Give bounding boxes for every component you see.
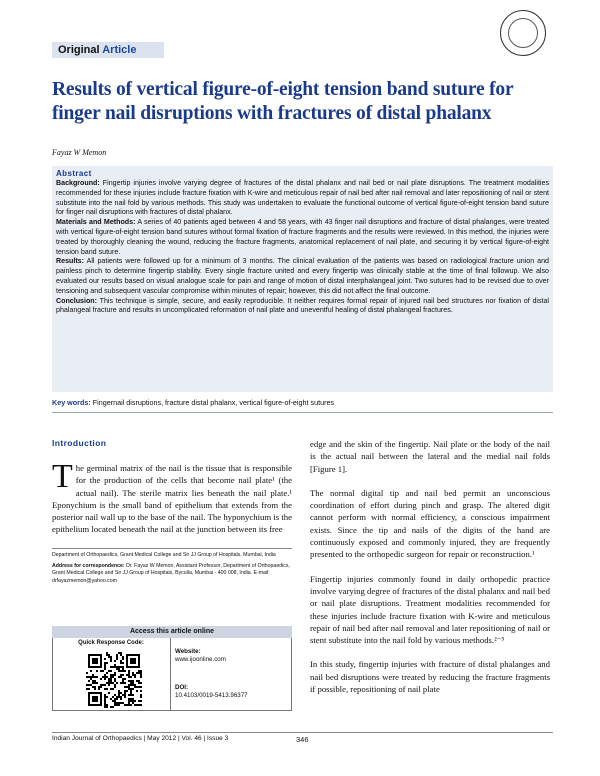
author-name: Fayaz W Memon (52, 148, 107, 157)
qr-module (128, 698, 130, 700)
qr-module (104, 694, 106, 696)
qr-module (114, 694, 116, 696)
qr-module (104, 676, 106, 678)
qr-module (92, 674, 94, 676)
qr-module (108, 682, 110, 684)
qr-module (114, 698, 116, 700)
qr-module (100, 670, 102, 672)
qr-module (128, 670, 130, 672)
qr-module (104, 704, 106, 706)
qr-module (106, 652, 108, 654)
qr-module (98, 688, 100, 690)
qr-module (114, 686, 116, 688)
qr-module (134, 704, 136, 706)
qr-module (140, 694, 142, 696)
conclusion-label: Conclusion: (56, 296, 97, 305)
qr-module (90, 684, 92, 686)
qr-module (88, 676, 90, 678)
correspondence-note (52, 563, 292, 585)
qr-module (124, 696, 126, 698)
qr-module (106, 704, 108, 706)
qr-module (140, 690, 142, 692)
qr-module (94, 688, 96, 690)
qr-module (126, 704, 128, 706)
qr-module (92, 680, 94, 682)
qr-module (118, 666, 120, 668)
qr-module (92, 686, 94, 688)
qr-module (116, 668, 118, 670)
qr-module (110, 676, 112, 678)
qr-module (86, 672, 88, 674)
qr-module (120, 676, 122, 678)
qr-module (128, 684, 130, 686)
qr-module (108, 692, 110, 694)
qr-module (104, 698, 106, 700)
qr-module (96, 682, 98, 684)
qr-module (106, 682, 108, 684)
qr-module (132, 698, 134, 700)
qr-module (138, 686, 140, 688)
qr-module (108, 678, 110, 680)
qr-module (140, 676, 142, 678)
qr-module (106, 672, 108, 674)
qr-module (106, 696, 108, 698)
qr-module (100, 684, 102, 686)
access-divider (170, 638, 171, 711)
qr-module (110, 656, 112, 658)
qr-module (94, 676, 96, 678)
qr-module (104, 696, 106, 698)
introduction-text (52, 458, 292, 536)
qr-module (88, 688, 90, 690)
qr-module (136, 704, 138, 706)
qr-module (104, 700, 106, 702)
qr-module (134, 676, 136, 678)
qr-module (124, 690, 126, 692)
qr-module (96, 670, 98, 672)
footer-divider (52, 732, 553, 733)
qr-module (106, 676, 108, 678)
qr-module (132, 672, 134, 674)
qr-module (128, 676, 130, 678)
qr-module (116, 666, 118, 668)
qr-module (122, 702, 124, 704)
right-column (310, 438, 550, 707)
qr-module (116, 696, 118, 698)
qr-module (136, 672, 138, 674)
qr-module (122, 674, 124, 676)
correspondence-text: Dr. Fayaz W Memon, Assistant Professor, Department of Orthopaedics, Grant Medical College and Sir JJ Group of Hospitals, Byculla, Mumbai - 400 008, India. E-mail: drfayazmemon@yahoo.com (52, 563, 290, 584)
qr-module (100, 678, 102, 680)
qr-module (94, 682, 96, 684)
qr-module (124, 686, 126, 688)
qr-module (114, 702, 116, 704)
footnotes (52, 552, 292, 589)
qr-module (136, 690, 138, 692)
qr-module (110, 706, 112, 708)
qr-module (138, 682, 140, 684)
qr-module (114, 660, 116, 662)
qr-module (90, 678, 92, 680)
journal-seal-logo (500, 10, 546, 56)
paragraph: Fingertip injuries commonly found in daily orthopedic practice involve varying degree of fractures of the distal phalanx and nail bed or nail plate disruptions. Treatment modalities recommended for these injuries include fracture fixation with K-wire and meticulous repair of nail bed after nail removal and later repositioning of nail or stent substitute into the nail fold by various methods.²⁻⁵ (310, 573, 550, 646)
background-label: Background: (56, 179, 100, 187)
qr-module (132, 684, 134, 686)
qr-module (112, 666, 114, 668)
qr-module (118, 670, 120, 672)
qr-module (110, 658, 112, 660)
qr-module (108, 684, 110, 686)
keywords-text: Fingernail disruptions, fracture distal phalanx, vertical figure-of-eight sutures (92, 398, 335, 407)
qr-module (126, 690, 128, 692)
qr-module (120, 682, 122, 684)
qr-module (112, 676, 114, 678)
qr-module (130, 680, 132, 682)
qr-module (90, 670, 92, 672)
doi-label: DOI: (175, 684, 189, 691)
qr-module (120, 662, 122, 664)
abstract-methods (56, 218, 549, 257)
qr-module (122, 682, 124, 684)
abstract-background (56, 179, 549, 218)
qr-module (124, 678, 126, 680)
article-type-tag (52, 42, 164, 58)
qr-module (86, 684, 88, 686)
qr-module (92, 676, 94, 678)
methods-text: A series of 40 patients aged between 4 and 58 years, with 43 finger nail disruptions and fracture of distal phalanges, were treated with vertical figure-of-eight tension band sutures without formal fixation of fracture fragments and the results were reviewed. In this method, the injuries were treated by thoroughly cleaning the wound, reducing the fracture fragments, anatomical replacement of nail plate, and securing it by vertical figure-of-eight tension band suture. (56, 218, 549, 256)
qr-module (116, 702, 118, 704)
qr-module (122, 666, 124, 668)
qr-module (118, 652, 120, 654)
qr-module (138, 680, 140, 682)
qr-module (128, 694, 130, 696)
qr-module (106, 688, 108, 690)
qr-module (112, 682, 114, 684)
qr-module (118, 668, 120, 670)
qr-module (130, 700, 132, 702)
qr-module (110, 688, 112, 690)
doi-block (175, 684, 248, 700)
qr-module (122, 678, 124, 680)
qr-module (90, 676, 92, 678)
qr-module (138, 670, 140, 672)
qr-module (114, 704, 116, 706)
methods-label: Materials and Methods: (56, 218, 136, 227)
qr-module (138, 672, 140, 674)
qr-module (108, 670, 110, 672)
qr-module (136, 686, 138, 688)
qr-module (114, 664, 116, 666)
abstract-text (56, 179, 549, 316)
qr-module (130, 698, 132, 700)
qr-module (120, 674, 122, 676)
qr-module (122, 694, 124, 696)
qr-module (110, 674, 112, 676)
qr-module (120, 654, 122, 656)
qr-module (122, 680, 124, 682)
qr-module (130, 688, 132, 690)
qr-module (102, 684, 104, 686)
qr-module (106, 706, 108, 708)
qr-module (118, 696, 120, 698)
qr-module (140, 670, 142, 672)
qr-module (120, 692, 122, 694)
qr-module (138, 700, 140, 702)
department-note: Department of Orthopaedics, Grant Medical College and Sir JJ Group of Hospitals, Mumbai, India (52, 552, 276, 558)
qr-module (132, 674, 134, 676)
access-heading: Access this article online (52, 626, 292, 638)
qr-module (138, 704, 140, 706)
qr-module (118, 702, 120, 704)
divider (52, 412, 553, 413)
qr-module (132, 700, 134, 702)
qr-module (130, 676, 132, 678)
website-block (175, 648, 226, 664)
page-number: 346 (296, 735, 309, 744)
qr-module (120, 698, 122, 700)
qr-module (102, 670, 104, 672)
qr-module (130, 692, 132, 694)
qr-module (126, 674, 128, 676)
qr-module (104, 702, 106, 704)
qr-module (94, 680, 96, 682)
drop-cap: T (52, 458, 73, 495)
qr-module (104, 662, 106, 664)
introduction-body: he germinal matrix of the nail is the tissue that is responsible for the production of the cells that become nail plate¹ (the actual nail). The sterile matrix lies beneath the nail plate.¹ Eponychium is the small band of epithelium that extends from the posterior nail wall up to the base of the nail. The hyponychium is the epithelium located beneath the nail at the junction between its free (52, 463, 292, 535)
qr-module (104, 684, 106, 686)
qr-module (88, 684, 90, 686)
qr-module (134, 686, 136, 688)
qr-module (118, 694, 120, 696)
qr-module (132, 694, 134, 696)
qr-module (114, 684, 116, 686)
qr-module (110, 698, 112, 700)
qr-module (110, 660, 112, 662)
tag-label-article: Article (102, 44, 137, 56)
qr-module (132, 702, 134, 704)
qr-module (116, 682, 118, 684)
qr-module (108, 656, 110, 658)
qr-module (130, 684, 132, 686)
qr-module (112, 706, 114, 708)
abstract-conclusion (56, 297, 549, 317)
qr-module (132, 682, 134, 684)
abstract-heading: Abstract (56, 169, 92, 178)
doi-value[interactable]: 10.4103/0019-5413.96377 (175, 692, 248, 699)
qr-module (126, 686, 128, 688)
qr-module (104, 664, 106, 666)
qr-module (104, 668, 106, 670)
qr-module (86, 688, 88, 690)
qr-module (122, 656, 124, 658)
qr-module (104, 674, 106, 676)
qr-module (128, 686, 130, 688)
qr-module (112, 688, 114, 690)
qr-module (104, 688, 106, 690)
qr-module (136, 680, 138, 682)
qr-module (134, 684, 136, 686)
qr-module (140, 704, 142, 706)
results-label: Results: (56, 257, 84, 266)
qr-module (86, 676, 88, 678)
qr-module (124, 704, 126, 706)
qr-module (122, 658, 124, 660)
qr-module (116, 658, 118, 660)
background-text: Fingertip injuries involve varying degree of fractures of the distal phalanx and nail bed or nail plate disruptions. The treatment modalities recommended for these injuries include fracture fixation with K-wire and meticulous repair of nail bed after nail removal and later repositioning of nail or stent substitute into the nail fold by various methods. This study was undertaken to evaluate the functional outcome of vertical figure-of-eight tension band suture for finger nail disruptions with fractures of distal phalanx. (56, 179, 549, 217)
qr-module (134, 700, 136, 702)
qr-module (128, 700, 130, 702)
qr-module (110, 680, 112, 682)
qr-module (114, 674, 116, 676)
qr-module (128, 672, 130, 674)
results-text: All patients were followed up for a minimum of 3 months. The clinical evaluation of the patients was based on radiological fracture union and painless pinch to determine fingertip stability. Every single fracture united and every fingertip was clinically stable at the time of final followup. We also evaluated our results based on visual analogue scale for pain and range of motion of distal interphalangeal joint. Two sutures had to be revised due to over tensioning and subsequent vascular compromise within minutes of repair; however, this did not affect the final outcome. (56, 257, 549, 295)
qr-code (86, 652, 142, 708)
qr-module (118, 676, 120, 678)
qr-module (108, 654, 110, 656)
qr-module (96, 676, 98, 678)
qr-module (130, 682, 132, 684)
qr-module (120, 670, 122, 672)
qr-module (124, 694, 126, 696)
qr-module (110, 682, 112, 684)
qr-module (130, 690, 132, 692)
qr-module (106, 654, 108, 656)
qr-module (124, 670, 126, 672)
qr-module (98, 686, 100, 688)
qr-module (114, 666, 116, 668)
qr-module (128, 704, 130, 706)
qr-module (110, 678, 112, 680)
footnote-divider (52, 548, 292, 549)
qr-module (124, 682, 126, 684)
qr-module (108, 680, 110, 682)
qr-module (112, 674, 114, 676)
qr-module (102, 676, 104, 678)
paragraph: The normal digital tip and nail bed permit an unconscious coordination of effort during pinch and grasp. The altered digit cannot perform with normal efficiency, a conscious impairment exists. Since the tip and nails of the digits of the hand are continuously exposed and commonly injured, they are frequently presented to the orthopedic surgeon for repair or reconstruction.¹ (310, 487, 550, 560)
website-link[interactable]: www.ijoonline.com (175, 656, 226, 663)
qr-module (92, 682, 94, 684)
keywords-label: Key words: (52, 398, 91, 407)
conclusion-text: This technique is simple, secure, and easily reproducible. It neither requires formal repair of injured nail bed structures nor fixation of distal phalangeal fracture and results in uncomplicated reformation of nail plate and uneventful healing of distal phalangeal fractures. (56, 296, 550, 315)
paragraph: edge and the skin of the fingertip. Nail plate or the body of the nail is the actual nail between the lateral and the medial nail folds [Figure 1]. (310, 439, 550, 474)
qr-module (124, 692, 126, 694)
qr-module (104, 706, 106, 708)
website-label: Website: (175, 648, 201, 655)
qr-module (114, 700, 116, 702)
qr-module (140, 682, 142, 684)
qr-module (128, 674, 130, 676)
qr-module (110, 666, 112, 668)
qr-module (140, 672, 142, 674)
qr-module (120, 696, 122, 698)
paragraph: In this study, fingertip injuries with fracture of distal phalanges and nail bed disruptions were treated by reducing the fracture fragments if possible, repositioning of nail plate (310, 659, 550, 695)
qr-module (94, 686, 96, 688)
qr-module (116, 656, 118, 658)
qr-module (128, 702, 130, 704)
qr-module (116, 698, 118, 700)
qr-module (112, 696, 114, 698)
qr-module (120, 652, 122, 654)
qr-module (106, 662, 108, 664)
qr-module (134, 674, 136, 676)
qr-module (118, 690, 120, 692)
qr-module (122, 670, 124, 672)
qr-module (88, 680, 90, 682)
qr-module (114, 680, 116, 682)
qr-module (114, 672, 116, 674)
qr-module (120, 666, 122, 668)
qr-module (110, 670, 112, 672)
qr-module (140, 700, 142, 702)
tag-label-original: Original (58, 44, 103, 56)
qr-module (128, 680, 130, 682)
qr-module (116, 704, 118, 706)
qr-module (114, 678, 116, 680)
qr-module (120, 702, 122, 704)
qr-module (132, 688, 134, 690)
qr-module (122, 662, 124, 664)
qr-module (116, 654, 118, 656)
qr-module (104, 678, 106, 680)
qr-module (122, 668, 124, 670)
qr-module (104, 658, 106, 660)
qr-module (112, 700, 114, 702)
qr-module (132, 680, 134, 682)
qr-module (130, 694, 132, 696)
qr-module (100, 686, 102, 688)
qr-module (130, 704, 132, 706)
qr-module (120, 660, 122, 662)
qr-label: Quick Response Code: (78, 640, 144, 646)
keywords (52, 398, 553, 407)
abstract-results (56, 257, 549, 296)
journal-footer: Indian Journal of Orthopaedics | May 2012 | Vol. 46 | Issue 3 (52, 735, 229, 742)
introduction-heading: Introduction (52, 438, 107, 448)
qr-module (118, 692, 120, 694)
qr-module (104, 666, 106, 668)
qr-module (128, 688, 130, 690)
qr-module (140, 696, 142, 698)
qr-module (140, 674, 142, 676)
qr-module (140, 686, 142, 688)
qr-module (118, 704, 120, 706)
correspondence-label: Address for correspondence: (52, 563, 125, 570)
article-title: Results of vertical figure-of-eight tension band suture for finger nail disruptions with fractures of distal phalanx (52, 79, 514, 124)
